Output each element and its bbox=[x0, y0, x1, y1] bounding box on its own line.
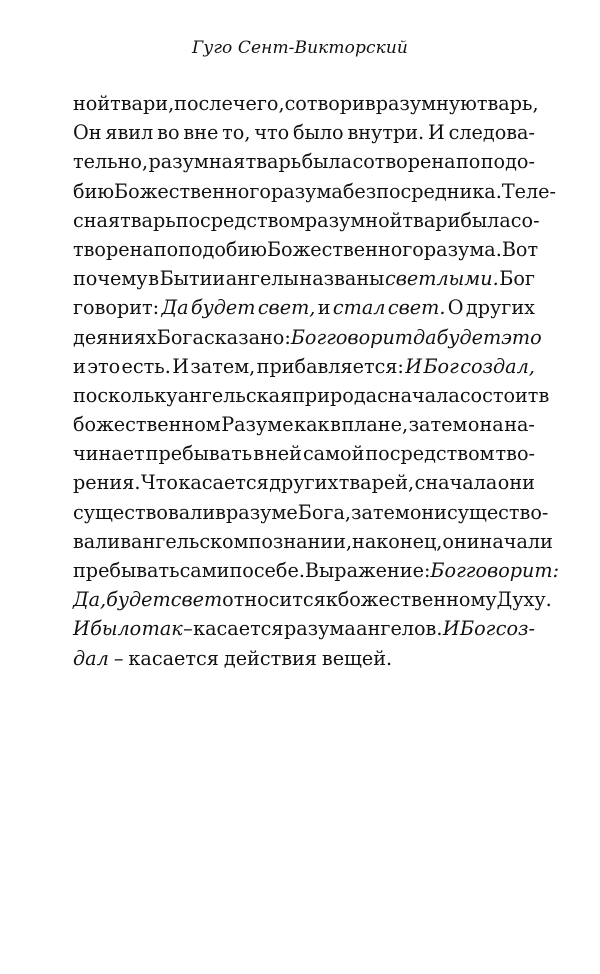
word: и bbox=[317, 296, 331, 320]
word: в bbox=[330, 413, 341, 437]
text-line bbox=[73, 352, 535, 381]
text-line bbox=[73, 644, 535, 673]
word: в bbox=[120, 529, 132, 553]
italic-word: свет bbox=[170, 588, 223, 612]
word: Вот bbox=[501, 237, 539, 261]
word: это bbox=[87, 354, 121, 378]
word: сотворена bbox=[352, 150, 456, 174]
word: посредника. bbox=[376, 179, 502, 203]
word: тварь, bbox=[476, 92, 539, 115]
word: затем, bbox=[190, 354, 256, 378]
word: существовали bbox=[73, 500, 216, 524]
word: ангельская bbox=[177, 383, 293, 407]
word: существо- bbox=[446, 500, 549, 524]
word: разумной bbox=[304, 208, 403, 232]
word: себе. bbox=[253, 559, 305, 582]
word: касается bbox=[128, 646, 219, 670]
text-line bbox=[73, 264, 535, 293]
text-line bbox=[73, 118, 535, 147]
word: следова- bbox=[448, 121, 535, 145]
text-line bbox=[73, 556, 560, 585]
word: без bbox=[342, 179, 377, 203]
text-line bbox=[73, 410, 535, 439]
word: явил bbox=[105, 121, 154, 145]
word: Разуме bbox=[221, 413, 294, 437]
text-line bbox=[73, 89, 539, 118]
text-line bbox=[73, 614, 535, 643]
word: в bbox=[215, 500, 226, 524]
word: Выражение: bbox=[304, 559, 431, 582]
text-line bbox=[73, 235, 539, 264]
word: сами bbox=[179, 559, 230, 582]
word: других bbox=[269, 471, 339, 495]
word: во bbox=[157, 121, 180, 145]
word: есть. bbox=[121, 354, 171, 378]
word: сотворив bbox=[284, 92, 376, 115]
italic-word: И bbox=[442, 617, 460, 641]
word: как bbox=[294, 413, 330, 437]
word: сначала bbox=[414, 471, 498, 495]
italic-word: это bbox=[501, 325, 542, 349]
word: разума bbox=[283, 617, 356, 641]
word: по bbox=[229, 559, 254, 582]
italic-word: И bbox=[73, 617, 90, 641]
word: было bbox=[293, 121, 344, 145]
word: пребывать bbox=[145, 442, 253, 466]
word: Бытии bbox=[159, 267, 226, 291]
word: разумную bbox=[375, 92, 477, 115]
body-text bbox=[73, 89, 560, 673]
word: – bbox=[113, 646, 124, 670]
word: поскольку bbox=[73, 383, 178, 407]
italic-word: стал bbox=[332, 296, 386, 320]
word: пребывать bbox=[73, 559, 180, 582]
italic-word: так bbox=[141, 617, 183, 641]
italic-word: да bbox=[413, 325, 437, 349]
text-line bbox=[73, 498, 549, 527]
word: деяниях bbox=[73, 325, 157, 349]
word: разумная bbox=[148, 150, 246, 174]
word: подобию bbox=[178, 237, 267, 261]
word: действия bbox=[223, 646, 317, 670]
word: наконец, bbox=[352, 529, 443, 553]
word: Теле- bbox=[501, 179, 557, 203]
word: касается bbox=[193, 617, 284, 641]
word: в bbox=[538, 383, 550, 407]
word: тво- bbox=[495, 442, 535, 466]
word: затем bbox=[408, 413, 468, 437]
word: божественном bbox=[73, 413, 221, 437]
word: к bbox=[325, 588, 338, 612]
word: названы bbox=[299, 267, 385, 291]
word: вещей. bbox=[321, 646, 393, 670]
italic-word: светлыми. bbox=[385, 267, 499, 291]
word: на- bbox=[504, 413, 535, 437]
word: Что bbox=[140, 471, 178, 495]
text-line bbox=[73, 293, 535, 322]
word: ангельском bbox=[131, 529, 249, 553]
word: посредством bbox=[175, 208, 305, 232]
word: подо- bbox=[480, 150, 535, 174]
word: Духу. bbox=[496, 588, 552, 612]
word: И bbox=[172, 354, 189, 378]
word: затем bbox=[351, 500, 410, 524]
italic-word: соз- bbox=[495, 617, 535, 641]
word: в bbox=[253, 442, 265, 466]
word: чинает bbox=[73, 442, 145, 466]
word: относится bbox=[222, 588, 326, 612]
italic-word: Бог bbox=[459, 617, 496, 641]
word: разума. bbox=[423, 237, 502, 261]
word: И bbox=[428, 121, 445, 145]
word: она bbox=[467, 413, 504, 437]
word: вне bbox=[183, 121, 219, 145]
text-line bbox=[73, 381, 550, 410]
word: по bbox=[153, 237, 179, 261]
word: природа bbox=[292, 383, 378, 407]
word: Бога, bbox=[297, 500, 351, 524]
word: сначала bbox=[377, 383, 460, 407]
text-line bbox=[73, 585, 552, 614]
text-line bbox=[73, 468, 535, 497]
word: говорит: bbox=[73, 296, 160, 320]
word: чего, bbox=[232, 92, 285, 115]
text-line bbox=[73, 323, 542, 352]
word: то, bbox=[222, 121, 251, 145]
word: О bbox=[447, 296, 464, 320]
word: почему bbox=[73, 267, 148, 291]
word: тварь bbox=[245, 150, 302, 174]
word: – bbox=[183, 617, 193, 641]
word: они bbox=[442, 529, 480, 553]
word: была bbox=[301, 150, 353, 174]
word: в bbox=[148, 267, 159, 291]
text-line bbox=[73, 177, 557, 206]
word: ной bbox=[73, 92, 111, 115]
italic-word: Бог bbox=[423, 354, 459, 378]
word: они bbox=[497, 471, 535, 495]
italic-word: Бог bbox=[430, 559, 466, 582]
word: вали bbox=[73, 529, 121, 553]
word: состоит bbox=[459, 383, 539, 407]
italic-word: свет, bbox=[257, 296, 316, 320]
italic-word: Да, bbox=[73, 588, 107, 612]
italic-word: И bbox=[405, 354, 423, 378]
word: твари bbox=[402, 208, 461, 232]
italic-word: создал, bbox=[460, 354, 535, 378]
word: тельно, bbox=[73, 150, 149, 174]
word: плане, bbox=[341, 413, 409, 437]
italic-word: дал bbox=[73, 646, 109, 670]
word: со- bbox=[510, 208, 540, 232]
word: божественному bbox=[337, 588, 497, 612]
word: тварь bbox=[120, 208, 176, 232]
italic-word: говорит: bbox=[465, 559, 560, 582]
word: Он bbox=[73, 121, 102, 145]
word: Бог bbox=[499, 267, 535, 291]
word: ангелов. bbox=[356, 617, 443, 641]
word: Божественного bbox=[266, 237, 424, 261]
word: сказано: bbox=[203, 325, 291, 349]
word: творена bbox=[73, 237, 154, 261]
italic-word: говорит bbox=[326, 325, 413, 349]
text-line bbox=[73, 439, 535, 468]
word: рения. bbox=[73, 471, 141, 495]
italic-word: было bbox=[90, 617, 142, 641]
italic-word: будет bbox=[436, 325, 502, 349]
italic-word: будет bbox=[190, 296, 256, 320]
word: после bbox=[174, 92, 233, 115]
word: посредством bbox=[365, 442, 495, 466]
text-line bbox=[73, 527, 553, 556]
word: сная bbox=[73, 208, 121, 232]
running-head-title: Гуго Сент-Викторский bbox=[192, 38, 408, 58]
word: других bbox=[465, 296, 535, 320]
text-line bbox=[73, 147, 535, 176]
italic-word: Да bbox=[161, 296, 189, 320]
word: внутри. bbox=[347, 121, 425, 145]
word: по bbox=[456, 150, 481, 174]
word: начали bbox=[479, 529, 553, 553]
word: Божественного bbox=[114, 179, 271, 203]
word: прибавляется: bbox=[256, 354, 404, 378]
italic-word: свет. bbox=[387, 296, 446, 320]
text-line bbox=[73, 206, 540, 235]
word: и bbox=[73, 354, 86, 378]
word: они bbox=[409, 500, 447, 524]
word: бию bbox=[73, 179, 115, 203]
word: познании, bbox=[248, 529, 353, 553]
word: самой bbox=[302, 442, 365, 466]
word: ней bbox=[265, 442, 302, 466]
word: ангелы bbox=[225, 267, 299, 291]
word: касается bbox=[178, 471, 269, 495]
italic-word: Бог bbox=[290, 325, 327, 349]
word: тварей, bbox=[338, 471, 415, 495]
word: что bbox=[254, 121, 290, 145]
word: была bbox=[460, 208, 511, 232]
word: разуме bbox=[225, 500, 298, 524]
italic-word: будет bbox=[106, 588, 171, 612]
word: Бога bbox=[156, 325, 204, 349]
word: разума bbox=[270, 179, 343, 203]
word: твари, bbox=[110, 92, 175, 115]
